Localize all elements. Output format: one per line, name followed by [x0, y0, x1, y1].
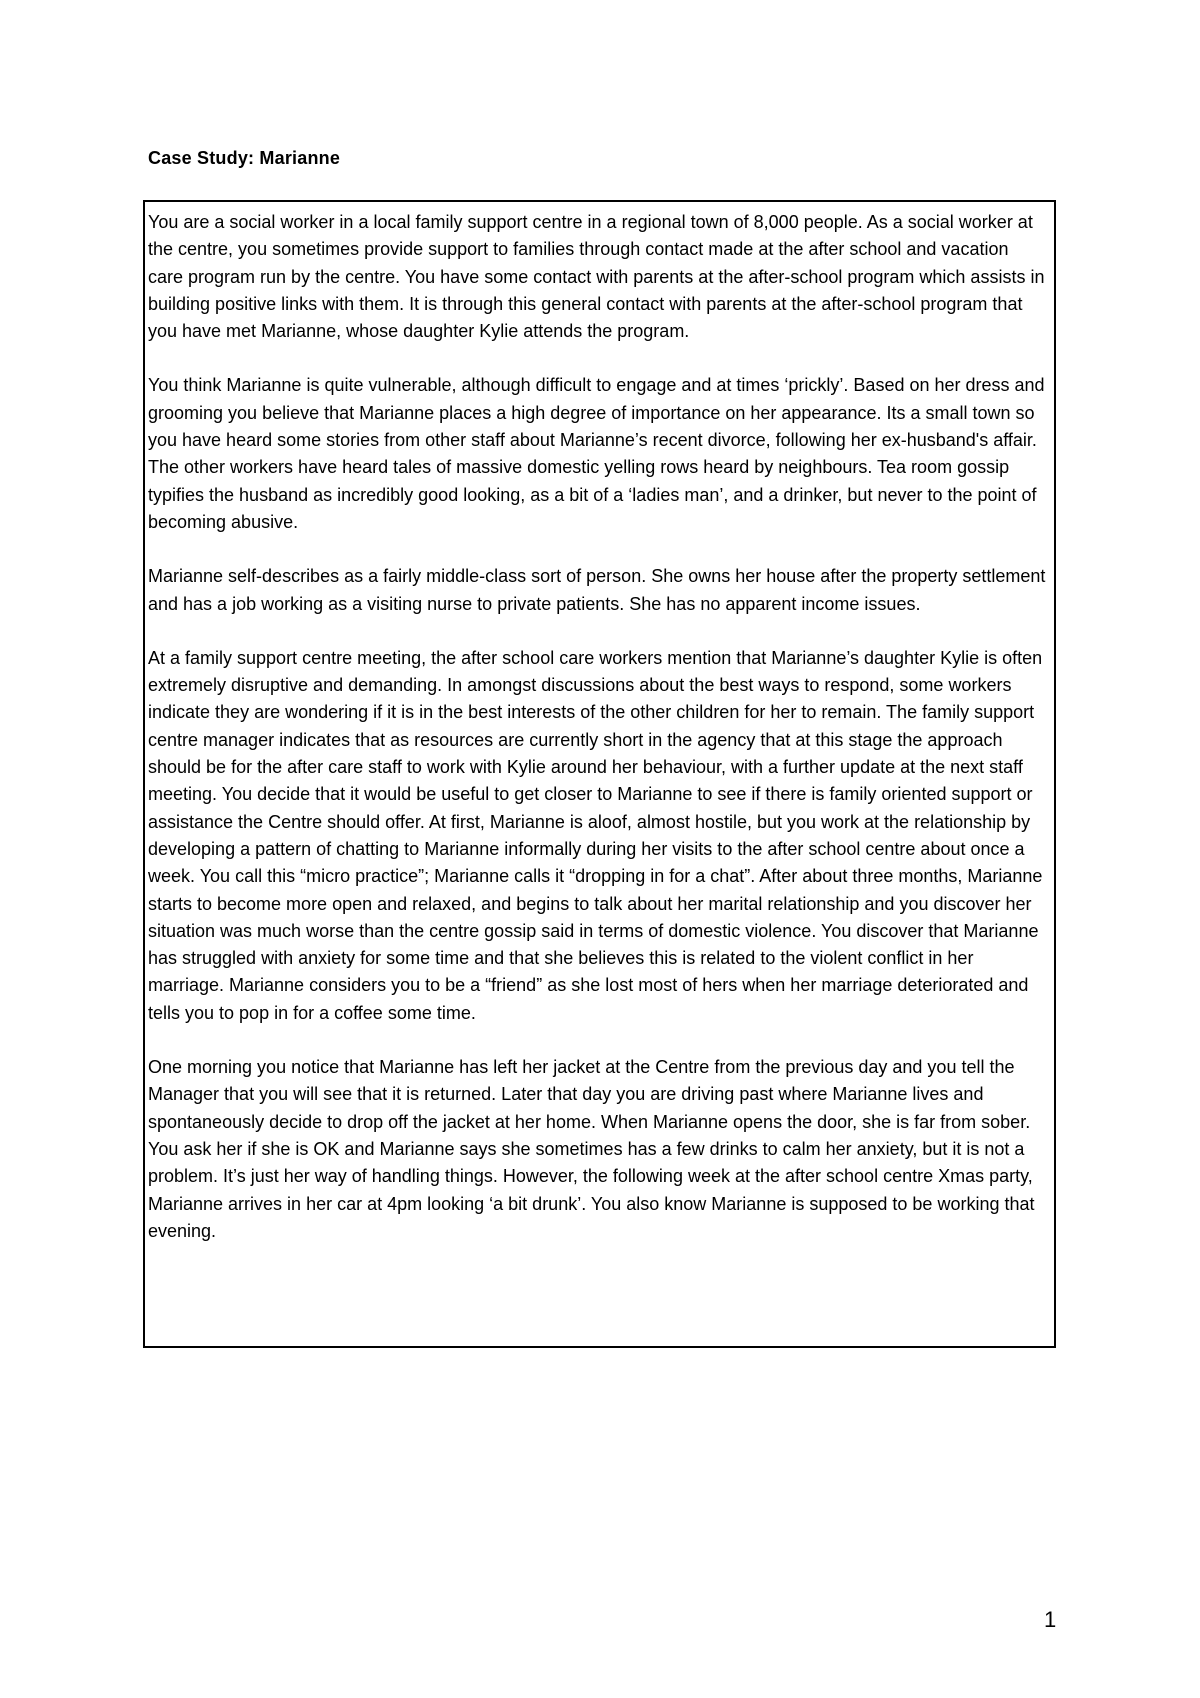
case-study-title: Case Study: Marianne	[148, 148, 341, 168]
paragraph-centre-meeting: At a family support centre meeting, the after school care workers mention that Marianne’s daughter Kylie is often extremely disruptive and demanding. In amongst discussions about the best ways to respond, some workers indicate they are wondering if it is in the best interests of the other children for her to remain. The family support centre manager indicates that as resources are currently short in the agency that at this stage the approach should be for the after care staff to work with Kylie around her behaviour, with a further update at the next staff meeting. You decide that it would be useful to get closer to Marianne to see if there is family oriented support or assistance the Centre should offer. At first, Marianne is aloof, almost hostile, but you work at the relationship by developing a pattern of chatting to Marianne informally during her visits to the after school centre about once a week. You call this “micro practice”; Marianne calls it “dropping in for a chat”. After about three months, Marianne starts to become more open and relaxed, and begins to talk about her marital relationship and you discover her situation was much worse than the centre gossip said in terms of domestic violence. You discover that Marianne has struggled with anxiety for some time and that she believes this is related to the violent conflict in her marriage. Marianne considers you to be a “friend” as she lost most of hers when her marriage deteriorated and tells you to pop in for a coffee some time.	[148, 647, 1043, 1023]
paragraph-jacket-incident: One morning you notice that Marianne has left her jacket at the Centre from the previous day and you tell the Manager that you will see that it is returned. Later that day you are driving past where Marianne lives and spontaneously decide to drop off the jacket at her home. When Marianne opens the door, she is far from sober. You ask her if she is OK and Marianne says she sometimes has a few drinks to calm her anxiety, but it is not a problem. It’s just her way of handling things. However, the following week at the after school centre Xmas party, Marianne arrives in her car at 4pm looking ‘a bit drunk’. You also know Marianne is supposed to be working that evening.	[148, 1057, 1035, 1241]
paragraph-impressions: You think Marianne is quite vulnerable, although difficult to engage and at times ‘prickly’. Based on her dress and grooming you believe that Marianne places a high degree of importance on her appearance. Its a small town so you have heard some stories from other staff about Marianne’s recent divorce, following her ex-husband's affair. The other workers have heard tales of massive domestic yelling rows heard by neighbours. Tea room gossip typifies the husband as incredibly good looking, as a bit of a ‘ladies man’, and a drinker, but never to the point of becoming abusive.	[148, 375, 1045, 532]
page-number: 1	[1044, 1607, 1057, 1632]
paragraph-introduction: You are a social worker in a local family support centre in a regional town of 8,000 people. As a social worker at the centre, you sometimes provide support to families through contact made at the after school and vacation care program run by the centre. You have some contact with parents at the after-school program which assists in building positive links with them. It is through this general contact with parents at the after-school program that you have met Marianne, whose daughter Kylie attends the program.	[148, 212, 1045, 342]
case-study-box	[143, 200, 1056, 1348]
paragraph-self-description: Marianne self-describes as a fairly middle-class sort of person. She owns her house after the property settlement and has a job working as a visiting nurse to private patients. She has no apparent income issues.	[148, 566, 1046, 614]
